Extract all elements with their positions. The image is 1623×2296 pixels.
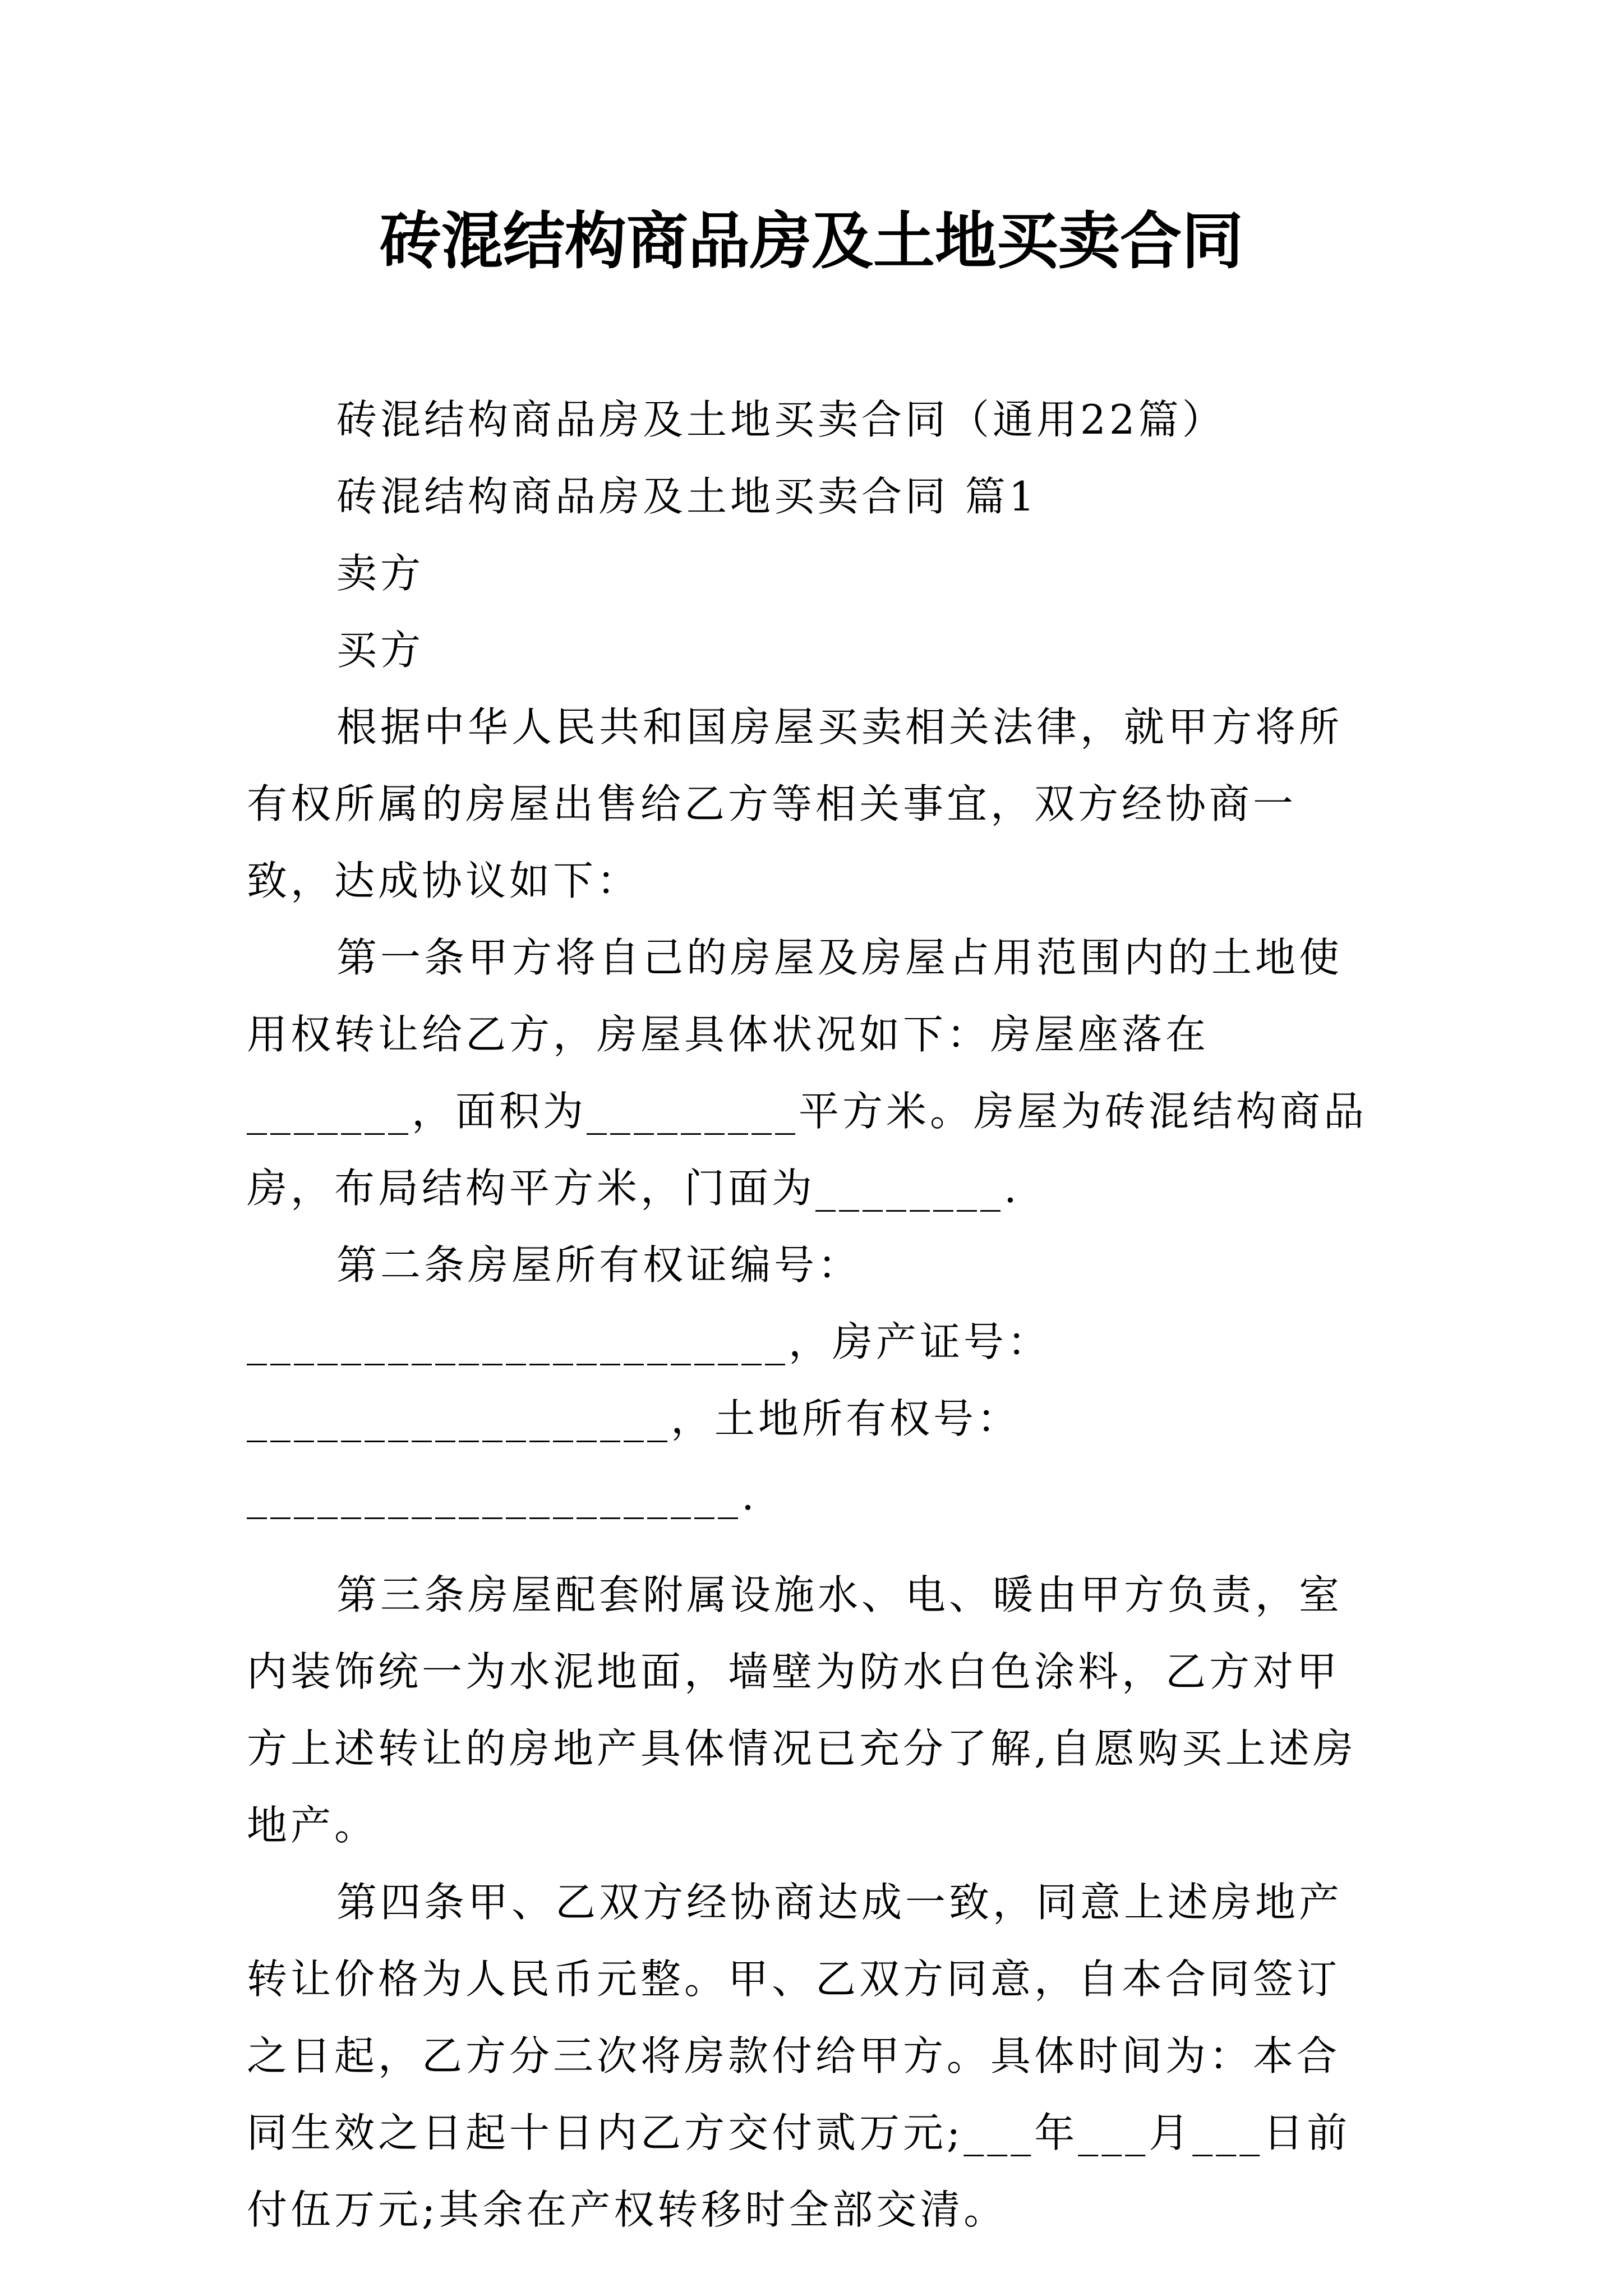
paragraph-buyer: 买方 (336, 627, 425, 674)
paragraph-article-1: 第一条甲方将自己的房屋及房屋占用范围内的土地使用权转让给乙方，房屋具体状况如下：房屋座落在_______，面积为_________平方米。房屋为砖混结构商品房，布局结构平方米，门面为________. (247, 934, 1368, 1212)
document-body (247, 381, 1376, 2248)
paragraph-preamble: 根据中华人民共和国房屋买卖相关法律，就甲方将所有权所属的房屋出售给乙方等相关事宜，双方经协商一致，达成协议如下： (247, 703, 1343, 904)
paragraph-article-3: 第三条房屋配套附属设施水、电、暖由甲方负责，室内装饰统一为水泥地面，墙壁为防水白色涂料，乙方对甲方上述转让的房地产具体情况已充分了解,自愿购买上述房地产。 (247, 1571, 1357, 1849)
paragraph-section-heading: 砖混结构商品房及土地买卖合同 篇1 (336, 473, 1038, 520)
paragraph-article-2: 第二条房屋所有权证编号：_______________________，房产证号：__________________，土地所有权号：_____________________. (247, 1241, 1052, 1519)
document-title: 砖混结构商品房及土地买卖合同 (380, 205, 1243, 277)
paragraph-article-4: 第四条甲、乙双方经协商达成一致，同意上述房地产转让价格为人民币元整。甲、乙双方同意，自本合同签订之日起，乙方分三次将房款付给甲方。具体时间为：本合同生效之日起十日内乙方交付贰万元;___年___月___日前付伍万元;其余在产权转移时全部交清。 (247, 1879, 1351, 2233)
paragraph-seller: 卖方 (336, 550, 425, 597)
paragraph-subtitle: 砖混结构商品房及土地买卖合同（通用22篇） (336, 396, 1226, 443)
